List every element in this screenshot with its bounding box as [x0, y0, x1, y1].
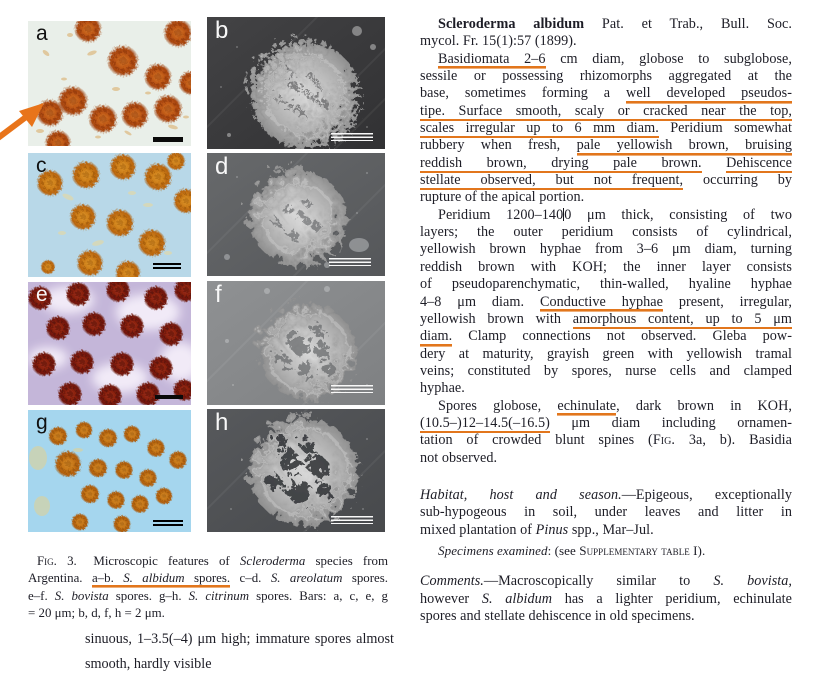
- annotation-underline: amorphous content, up to 5 μm: [573, 311, 792, 329]
- figure-panel-g: [28, 410, 191, 532]
- annotation-underline: reddish brown, drying pale brown.: [420, 155, 702, 173]
- text-line: veins; constituted by spores, nurse cells and clamped: [420, 362, 792, 379]
- text-line: Spores globose, echinulate, dark brown in KOH,: [420, 398, 792, 415]
- annotation-underline: S. albidum: [123, 571, 184, 587]
- text-line: [420, 103, 792, 120]
- micrograph-e-image: [28, 282, 191, 405]
- text-line: base, sometimes forming a well developed pseudos-: [420, 85, 792, 102]
- annotation-underline: scales irregular up to 6 mm diam.: [420, 120, 659, 138]
- text-line: layers; the outer peridium consists of cylindrical,: [420, 224, 792, 241]
- text-line: however S. albidum has a lighter peridium, echinulate: [420, 590, 792, 607]
- annotation-underline: echinulate: [557, 398, 616, 416]
- paragraph: [420, 51, 792, 207]
- text-line: Habitat, host and season.—Epigeous, exceptionally: [420, 486, 792, 503]
- figure-panel-h: [207, 409, 385, 532]
- text-line: tation of crowded blunt spines (Fig. 3a, b). Basidia: [420, 432, 792, 449]
- text-line: Comments.—Macroscopically similar to S. bovista,: [420, 573, 792, 590]
- article-text-column: [420, 16, 792, 625]
- text-line: not observed.: [420, 449, 498, 466]
- panel-label-c: c: [36, 154, 47, 177]
- text-line: [420, 155, 792, 172]
- scale-bar-c: [153, 263, 181, 269]
- sem-h-image: [207, 409, 385, 532]
- annotation-underline: diam.: [420, 328, 452, 346]
- text-line: (10.5–)12–14.5(–16.5) μm diam including ornamen-: [420, 415, 792, 432]
- text-line: rupture of the apical portion.: [420, 189, 585, 206]
- scale-bar-h: [331, 516, 373, 524]
- paragraph: [420, 487, 792, 539]
- text-line: sessile or possessing rhizomorphs aggregated at the: [420, 68, 792, 85]
- figure-panel-d: [207, 153, 385, 276]
- scale-bar-a: [153, 137, 183, 142]
- micrograph-g-image: [28, 410, 191, 532]
- text-line: sinuous, 1–3.5(–4) μm high; immature spores almost: [85, 631, 394, 647]
- annotation-underline: spores.: [185, 571, 231, 587]
- text-line: spores and stellate dehiscence in old specimens.: [420, 608, 695, 624]
- text-line: of pseudoparenchymatic, thin-walled, hyaline hyphae: [420, 276, 792, 293]
- scale-bar-d: [329, 258, 371, 266]
- scale-bar-e: [155, 395, 183, 399]
- micrograph-c-image: [28, 153, 191, 277]
- text-line: yellowish brown hyphae from 3–6 μm diam, turning: [420, 241, 792, 258]
- panel-label-d: d: [215, 153, 229, 180]
- scale-bar-b: [331, 133, 373, 141]
- scale-bar-g: [153, 520, 183, 526]
- annotation-underline: pale yellowish brown, bruising: [577, 137, 792, 155]
- text-line: hyphae.: [420, 380, 465, 397]
- text-line: Fig. 3. Microscopic features of Scleroderma species from: [37, 554, 388, 568]
- panel-label-g: g: [36, 411, 48, 434]
- figure-panel-b: [207, 17, 385, 149]
- text-line: stellate observed, but not frequent, occurring by: [420, 172, 792, 189]
- text-line: 4–8 μm diam. Conductive hyphae present, irregular,: [420, 294, 792, 311]
- annotation-underline: Dehiscence: [726, 155, 792, 173]
- figure-panel-a: [28, 21, 191, 146]
- text-line: Peridium 1200–1400 μm thick, consisting of two: [438, 206, 792, 223]
- sem-b-image: [207, 17, 385, 149]
- text-line: reddish brown with KOH; the inner layer consists: [420, 258, 792, 275]
- annotation-underline: Basidiomata 2–6: [438, 51, 546, 69]
- panel-label-f: f: [215, 281, 222, 308]
- annotation-underline: tipe. Surface smooth, scaly or cracked near the top,: [420, 103, 792, 121]
- paragraph: [420, 542, 792, 559]
- text-line: e–f. S. bovista spores. g–h. S. citrinum spores. Bars: a, c, e, g: [28, 588, 388, 603]
- annotation-underline: (10.5–)12–14.5(–16.5): [420, 415, 550, 433]
- annotation-underline: stellate observed, but not frequent,: [420, 172, 683, 190]
- text-line: mycol. Fr. 15(1):57 (1899).: [420, 33, 577, 50]
- panel-label-a: a: [36, 22, 48, 45]
- text-line: yellowish brown with amorphous content, up to 5 μm: [420, 311, 792, 328]
- figure-panel-f: [207, 281, 385, 405]
- text-line: Basidiomata 2–6 cm diam, globose to subglobose,: [420, 51, 792, 68]
- paragraph: [420, 398, 792, 467]
- text-line: rubbery when fresh, pale yellowish brown, bruising: [420, 137, 792, 154]
- annotation-arrow-icon: [0, 94, 52, 144]
- text-line: Argentina. a–b. S. albidum spores. c–d. S. areolatum spores.: [28, 570, 388, 587]
- paragraph: [420, 207, 792, 398]
- left-body-text: [85, 631, 394, 648]
- scale-bar-f: [331, 385, 373, 393]
- text-line: = 20 μm; b, d, f, h = 2 μm.: [28, 605, 165, 620]
- paragraph: [420, 16, 792, 51]
- text-line: Specimens examined: (see Supplementary table I).: [438, 542, 706, 558]
- figure-caption: [28, 553, 388, 622]
- text-line: dery at maturity, grayish green with yellowish tramal: [420, 345, 792, 362]
- text-line: mixed plantation of Pinus spp., Mar–Jul.: [420, 521, 654, 538]
- panel-label-h: h: [215, 409, 229, 436]
- micrograph-a-image: [28, 21, 191, 146]
- panel-label-b: b: [215, 17, 229, 44]
- text-line: sub-hypogeous in soil, under leaves and litter in: [420, 504, 792, 521]
- text-line: scales irregular up to 6 mm diam. Peridium somewhat: [420, 120, 792, 137]
- text-line: Scleroderma albidum Pat. et Trab., Bull. Soc.: [438, 16, 792, 32]
- text-line: diam. Clamp connections not observed. Gleba pow-: [420, 328, 792, 345]
- annotation-underline: a–b.: [92, 571, 123, 587]
- left-body-text-clipped: smooth, hardly visible: [85, 656, 212, 672]
- annotation-underline: well developed pseudos-: [626, 85, 792, 103]
- paragraph: [420, 573, 792, 625]
- figure-panel-e: [28, 282, 191, 405]
- figure-panel-c: [28, 153, 191, 277]
- panel-label-e: e: [36, 283, 48, 306]
- annotation-underline: Conductive hyphae: [540, 294, 663, 312]
